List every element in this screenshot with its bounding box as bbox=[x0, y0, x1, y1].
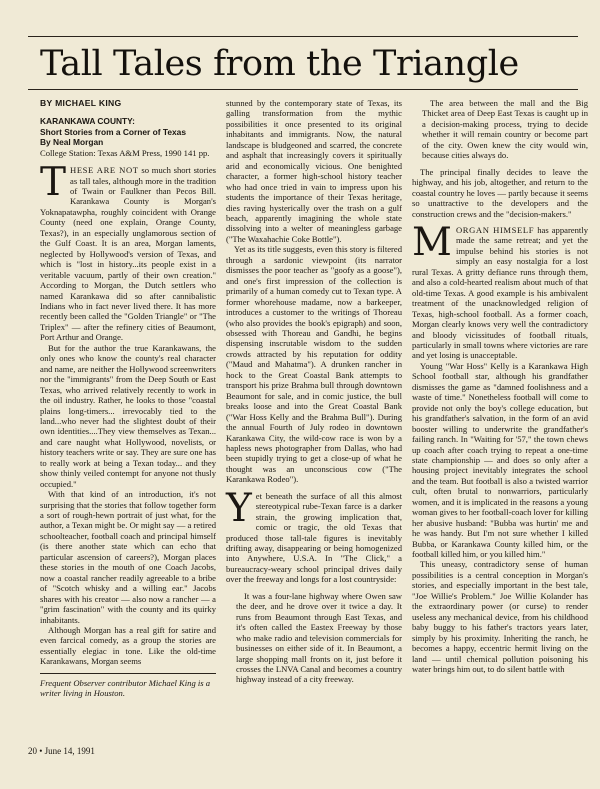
book-author: By Neal Morgan bbox=[40, 137, 104, 148]
column-3 bbox=[412, 98, 588, 674]
book-info bbox=[40, 116, 216, 158]
quote-paragraph: The area between the mall and the Big Thicket area of Deep East Texas is caught up in a decision-making process, trying to decide whether it will remain country or become part of the city. Owen knew the city would win, because cities always do. bbox=[422, 98, 588, 161]
paragraph-text: et beneath the surface of all this almost stereotypical rube-Texan farce is a darker strain, the growing implication that, comic or tragic, the old Texas that produced those tall-tale figures is inevitably drifting away, disappearing or being homogenized into Anywhere, U.S.A. In "The Click," a bureaucracy-weary school principal drives daily over the freeway and longs for a lost countryside: bbox=[226, 490, 402, 585]
paragraph: With that kind of an introduction, it's not surprising that the stories that follow together form a sort of rough-hewn portrait of just what, for the author, a Texan might be. Or might say — a retired schoolteacher, football coach and principal himself (is there another state which can echo that particular ascension of careers?), Morgan places these stories in the mouth of one Coach Jacobs, now a coastal rancher readily agreeable to a bribe of "Scotch whisky and a willing ear." Jacobs shares with his creator — also now a rancher — a "grim fascination" with the county and its quirky inhabitants. bbox=[40, 489, 216, 625]
book-title-line1: KARANKAWA COUNTY: bbox=[40, 116, 135, 127]
block-quote bbox=[236, 591, 402, 685]
headline-rule bbox=[28, 89, 578, 90]
paragraph: This uneasy, contradictory sense of human possibilities is a central conception in Morgan's stories, and especially important in the best tale, "Joe Willie's Problem." Joe Willie Kolander has the extraordinary power (or curse) to render useless any mechanical device, from his childhood baby buggy to his father's tractors years later, simply by his proximity. Inheriting the ranch, he becomes a happy, eccentric hermit living on the land — until chemical pollution poisoning his water brings him out, to do silent battle with bbox=[412, 559, 588, 675]
paragraph: Although Morgan has a real gift for satire and even farcical comedy, as a group the stories are essentially elegiac in tone. Like the old-time Karankawans, Morgan seems bbox=[40, 625, 216, 667]
headline: Tall Tales from the Triangle bbox=[40, 44, 519, 84]
page-folio: 20 • June 14, 1991 bbox=[28, 746, 95, 756]
book-title-line2: Short Stories from a Corner of Texas bbox=[40, 126, 186, 137]
top-rule bbox=[28, 36, 578, 37]
paragraph-text: has apparently made the same retreat; and yet the impulse behind his stories is not simply an easy nostalgia for a lost rural Texas. A gritty defiance runs through them, and also a cold-hearted realism about much of that old-time Texas. A good example is his ambivalent treatment of the unacknowledged religion of Texas, high-school football. As a former coach, Morgan clearly knows very well the contradictory and bloody vicissitudes of football rituals, particularly in small towns where victories are rare and yet losing is unacceptable. bbox=[412, 224, 588, 361]
book-publisher: College Station: Texas A&M Press, 1990 141 pp. bbox=[40, 147, 210, 158]
block-quote-continued bbox=[422, 98, 588, 161]
drop-cap: Y bbox=[226, 485, 252, 531]
paragraph: stunned by the contemporary state of Texas, its galling transformation from the mythic possibilities it once presented to its original inhabitants and immigrants. Now, the natural landscape is bludgeoned and scarred, the concrete and asphalt that increasingly covers it spiritually arid and economically vicious. One benighted character, a former high-school history teacher who had once tried in vain to impress upon his students the importance of their Texas heritage, dies raving hysterically over the trash on a gulf beach, apparently imagining the whole state dissolving into a welter of meaningless garbage ("The Waxahachie Coke Bottle"). bbox=[226, 98, 402, 244]
paragraph: Yet as its title suggests, even this story is filtered through a sardonic viewpoint (its narrator dismisses the poor teacher as "goofy as a goose"), and one's first impression of the collection is primarily of a human comedy cut to Texan type. A former whorehouse madame, now a barkeeper, introduces a customer to the writings of Thoreau (who also provides the book's epigraph) and soon, obsessed with Thoreau and Gandhi, he begins dispensing inscrutable wisdom to the sudden crowds attracted by his reputation for oddity ("Maud and Mahatma"). A drunken rancher in hock to the Great Coastal Bank attempts to transport his prize Brahma bull through downtown Beaumont for sale, and in comic justice, the bull breaks loose and into the Great Coastal Bank ("War Hoss Kelly and the Brahma Bull"). During the annual Fourth of July rodeo in downtown Karankawa City, the wild-cow race is won by a hapless news photographer from Dallas, who had been stupidly trying to get a close-up of what he thought was an unconscious cow ("The Karankawa Rodeo"). bbox=[226, 244, 402, 485]
paragraph: Young "War Hoss" Kelly is a Karankawa High School football star, although his grandfather dismisses the game as "damned foolishness and a waste of time." Nonetheless football will come to provide not only the boy's college education, but his grandfather's salvation, in the form of an avid booster willing to underwrite the grandfather's failing ranch. In "Waiting for '57," the town chews up coach after coach trying to repeat a one-time state championship — and does so only after a housing project inevitably integrates the school and the team. But football is also a twisted warrior cult, often brutal to nonwarriors, particularly women, and it is implicated in the reasons a young woman gives to her football-coach lover for killing her abusive husband: "Bubba was hurtin' me and he was handy. But I'm not sure whether I killed Bubba, or Karankawa County killed him, or the football killed him, or you killed him." bbox=[412, 360, 588, 560]
paragraph: The principal finally decides to leave the highway, and his job, altogether, and return to the coastal country he loves — partly because it seems so unattractive to the developers and the construction crews and the "decision-makers." bbox=[412, 166, 588, 219]
quote-paragraph: It was a four-lane highway where Owen saw the deer, and he drove over it twice a day. It runs from Beaumont through East Texas, and it's often called the Eastex Freeway by those who make radio and television commercials for businesses on either side of it. In Beaumont, a large shopping mall fronts on it, just before it crosses the LNVA Canal and becomes a country highway instead of a city freeway. bbox=[236, 590, 402, 685]
paragraph-text: so much short stories as tall tales, although more in the tradition of Twain or Faulkner than Pecos Bill. Karankawa County is Morgan's Yoknapatawpha, roughly coincident with Orange County (need one explain, Orange County, Texas?), in an especially unglamorous section of the Gulf Coast. It is an area, Morgan laments, neglected by Hollywood's version of Texas, and which is "lost in history...its people exist in a veritable vacuum, partly of their own creation." According to Morgan, the Dutch settlers who named Karankawa did so after cannibalistic Indians who in fact never lived there. It has more recently been called the "Golden Triangle" or "The Triplex" — after the refinery cities of Beaumont, Port Arthur and Orange. bbox=[40, 165, 217, 343]
drop-cap: M bbox=[412, 219, 452, 265]
column-1 bbox=[40, 98, 216, 667]
column-2 bbox=[226, 98, 402, 685]
lead-in-caps: HESE ARE NOT bbox=[70, 165, 139, 176]
drop-cap: T bbox=[40, 160, 67, 206]
paragraph bbox=[40, 160, 217, 343]
lead-in-caps: ORGAN HIMSELF bbox=[455, 224, 535, 235]
paragraph bbox=[226, 485, 402, 585]
paragraph bbox=[412, 219, 588, 361]
byline: BY MICHAEL KING bbox=[40, 98, 122, 108]
contributor-note: Frequent Observer contributor Michael King is a writer living in Houston. bbox=[40, 673, 216, 699]
paragraph: But for the author the true Karankawans, the only ones who know the county's real character and name, are neither the Hollywood screenwriters nor the "immigrants" from the Deep South or East Texas, who arrived relatively recently to work in the oil industry. Rather, he looks to those "coastal plains long-timers... irrevocably tied to the land...who never had the slightest doubt of their own identities....They view themselves as Texan... and care naught what Hollywood, novelists, or history teachers write or say. They are sure one has to really work at being a Texan today... and they show thinly veiled contempt for anyone not thusly occupied." bbox=[40, 342, 216, 489]
